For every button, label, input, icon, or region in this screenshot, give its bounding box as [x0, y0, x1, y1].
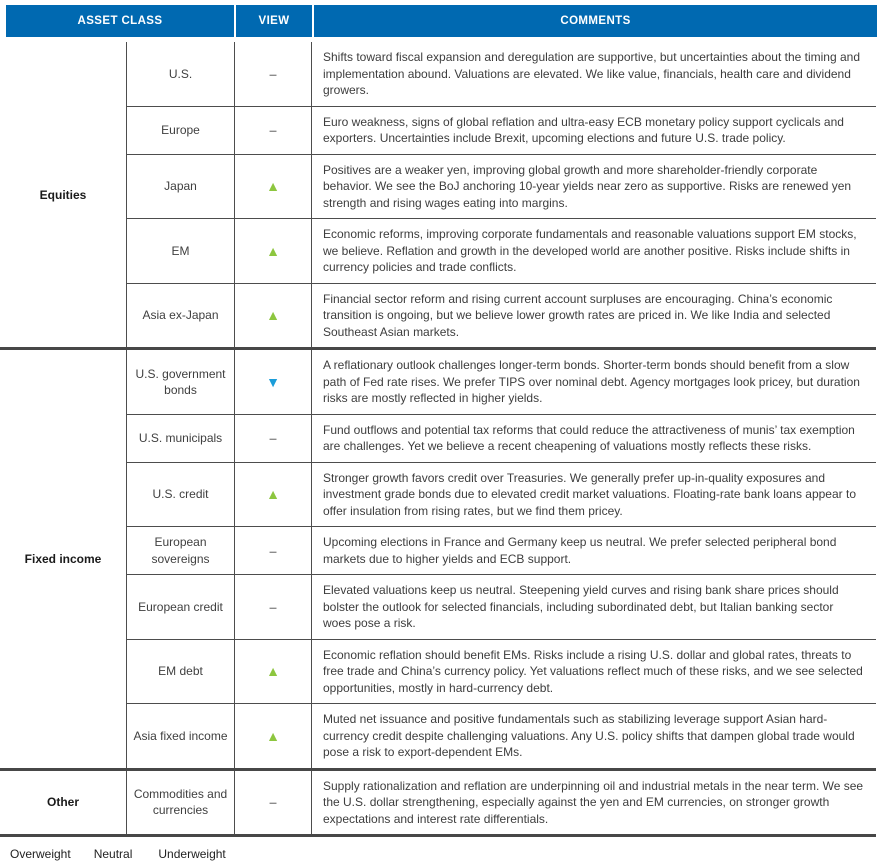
table-row-em-debt	[127, 639, 876, 704]
group-label: Equities	[39, 187, 87, 202]
neutral-dash-icon: –	[269, 65, 277, 82]
group-label: Fixed income	[24, 551, 102, 566]
view-cell	[234, 350, 311, 414]
comment-text: Fund outflows and potential tax reforms that could reduce the attractiveness of munis’ tax exemption are challenges. Yet we believe a recent cheapening of valuations mostly reflects these risks.	[311, 415, 876, 462]
view-cell	[234, 704, 311, 768]
neutral-dash-icon: –	[269, 430, 277, 446]
table-row-u-s	[127, 42, 876, 106]
legend	[4, 847, 882, 861]
neutral-dash-icon: –	[269, 598, 277, 615]
view-cell	[234, 640, 311, 704]
comment-text: Stronger growth favors credit over Treasuries. We generally prefer up-in-quality exposures and investment grade bonds due to elevated credit market valuations. Floating-rate bank loans appear to offer insulation from rising rates, but we find them pricey.	[311, 463, 876, 527]
comment-text: Economic reforms, improving corporate fundamentals and reasonable valuations support EM stocks, we believe. Reflation and growth in the developed world are another positive. Risks include shifts in currency policies and trade conflicts.	[311, 219, 876, 283]
comment-text: Supply rationalization and reflation are underpinning oil and industrial metals in the near term. We see the U.S. dollar strengthening, especially against the yen and EM currencies, on stronger growth expectations and interest rate differentials.	[311, 771, 876, 835]
table-row-u-s-government-bonds	[127, 350, 876, 414]
group-fixed-income	[0, 347, 876, 768]
view-cell	[234, 463, 311, 527]
table-body	[0, 42, 876, 837]
table-row-japan	[127, 154, 876, 219]
asset-name: U.S. credit	[152, 487, 209, 502]
underweight-triangle-icon: ▼	[266, 373, 280, 390]
view-cell	[234, 107, 311, 154]
table-row-european-sovereigns	[127, 526, 876, 574]
header-asset-class: ASSET CLASS	[6, 5, 234, 37]
legend-item-overweight	[4, 847, 71, 861]
table-row-european-credit	[127, 574, 876, 639]
table-row-u-s-credit	[127, 462, 876, 527]
legend-item-neutral	[91, 847, 133, 861]
comment-text: Financial sector reform and rising current account surpluses are encouraging. China’s economic transition is ongoing, but we believe lower growth rates are priced in. We like India and selected Southeast Asian markets.	[311, 284, 876, 348]
overweight-triangle-icon: ▲	[266, 242, 280, 259]
asset-name: EM debt	[158, 664, 203, 679]
overweight-triangle-icon: ▲	[266, 727, 280, 744]
table-row-asia-ex-japan	[127, 283, 876, 348]
group-rows	[126, 42, 876, 347]
asset-name: U.S.	[168, 66, 193, 81]
overweight-triangle-icon: ▲	[266, 663, 280, 680]
asset-name: Asia ex-Japan	[142, 308, 219, 323]
group-rows	[126, 350, 876, 768]
neutral-dash-icon: –	[269, 542, 277, 559]
legend-label-neutral: Neutral	[93, 847, 133, 861]
asset-name: European credit	[138, 599, 223, 614]
overweight-triangle-icon: ▲	[266, 486, 280, 503]
asset-name: Japan	[164, 179, 197, 194]
neutral-dash-icon: –	[269, 122, 277, 138]
header-view: VIEW	[236, 5, 312, 37]
comment-text: Economic reflation should benefit EMs. Risks include a rising U.S. dollar and global rates, threats to free trade and China’s currency policy. Yet valuations reflect much of these risks, and we see selected opportunities, mostly in hard-currency debt.	[311, 640, 876, 704]
legend-label-overweight: Overweight	[10, 847, 71, 861]
comment-text: Upcoming elections in France and Germany keep us neutral. We prefer selected peripheral bond markets due to higher yields and ECB support.	[311, 527, 876, 574]
table-row-europe	[127, 106, 876, 154]
asset-name: Europe	[161, 122, 200, 137]
table-row-asia-fixed-income	[127, 703, 876, 768]
asset-name: U.S. municipals	[138, 430, 223, 445]
table-row-u-s-municipals	[127, 414, 876, 462]
view-cell	[234, 575, 311, 639]
group-other	[0, 768, 876, 835]
group-label: Other	[46, 795, 79, 810]
asset-name: Commodities and currencies	[133, 787, 228, 818]
view-cell	[234, 155, 311, 219]
comment-text: Shifts toward fiscal expansion and deregulation are supportive, but uncertainties about the timing and implementation abound. Valuations are elevated. We like value, financials, health care and dividend growers.	[311, 42, 876, 106]
view-cell	[234, 771, 311, 835]
asset-name: Asia fixed income	[133, 728, 228, 743]
table-row-commodities-and-currencies	[127, 771, 876, 835]
view-cell	[234, 42, 311, 106]
comment-text: Muted net issuance and positive fundamentals such as stabilizing leverage support Asian hard-currency credit despite challenging valuations. Any U.S. policy shifts that dampen global trade would pose a risk to export-dependent EMs.	[311, 704, 876, 768]
view-cell	[234, 219, 311, 283]
comment-text: Elevated valuations keep us neutral. Steepening yield curves and rising bank share prices should bolster the outlook for selected financials, including subordinated debt, but Italian banking sector woes pose a risk.	[311, 575, 876, 639]
asset-name: European sovereigns	[151, 535, 210, 566]
view-cell	[234, 527, 311, 574]
asset-name: EM	[171, 243, 190, 258]
legend-label-underweight: Underweight	[158, 847, 226, 861]
comment-text: Euro weakness, signs of global reflation and ultra-easy ECB monetary policy support cyclicals and exporters. Uncertainties include Brexit, upcoming elections and future U.S. trade policy.	[311, 107, 876, 154]
overweight-triangle-icon: ▲	[266, 178, 280, 195]
group-equities	[0, 42, 876, 347]
overweight-triangle-icon: ▲	[266, 307, 280, 324]
neutral-dash-icon: –	[269, 794, 277, 811]
table-header	[6, 5, 877, 37]
table-row-em	[127, 218, 876, 283]
group-rows	[126, 771, 876, 835]
comment-text: Positives are a weaker yen, improving global growth and more shareholder-friendly corporate behavior. We see the BoJ anchoring 10-year yields near zero as supportive. Risks are renewed yen strength and rising wages eating into margins.	[311, 155, 876, 219]
comment-text: A reflationary outlook challenges longer-term bonds. Shorter-term bonds should benefit from a slow path of Fed rate rises. We prefer TIPS over nominal debt. Agency mortgages look pricey, but duration risks are mostly reflected in higher yields.	[311, 350, 876, 414]
legend-item-underweight	[152, 847, 225, 861]
view-cell	[234, 415, 311, 462]
view-cell	[234, 284, 311, 348]
asset-name: U.S. government bonds	[135, 366, 226, 397]
header-comments: COMMENTS	[314, 5, 877, 37]
